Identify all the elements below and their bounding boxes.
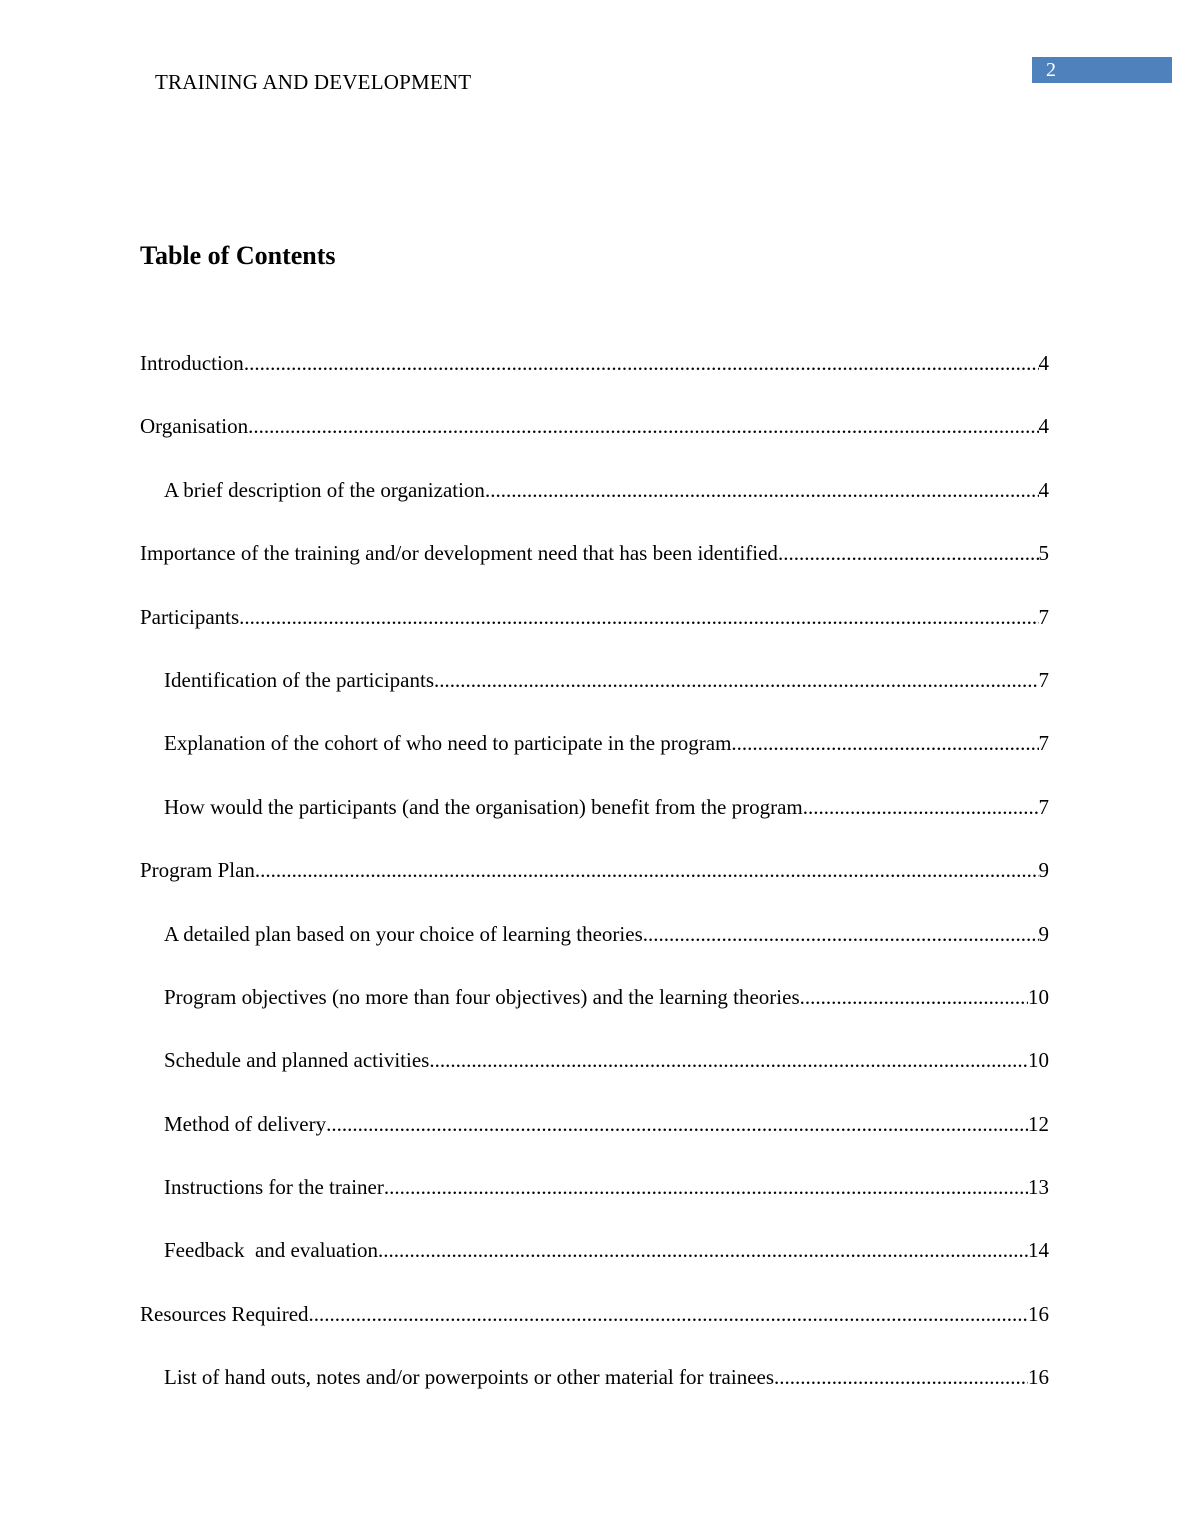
toc-dot-leader — [803, 791, 1039, 823]
toc-entry-text: Feedback and evaluation — [164, 1238, 378, 1263]
running-head: TRAINING AND DEVELOPMENT — [155, 70, 472, 94]
toc-entry-page: 14 — [1028, 1238, 1049, 1263]
toc-dot-leader — [309, 1298, 1028, 1330]
toc-entry-page: 5 — [1038, 541, 1049, 566]
toc-entry[interactable] — [140, 664, 1049, 727]
toc-dot-leader — [378, 1234, 1028, 1266]
toc-entry-page: 4 — [1038, 414, 1049, 439]
toc-entry[interactable] — [140, 1298, 1049, 1361]
toc-dot-leader — [326, 1108, 1028, 1140]
toc-entry-page: 16 — [1028, 1301, 1049, 1326]
toc-entry[interactable] — [140, 1171, 1049, 1234]
toc-entry[interactable] — [140, 981, 1049, 1044]
toc-entry[interactable] — [140, 1108, 1049, 1171]
page-number-badge — [1032, 57, 1172, 83]
toc-entry-text: Identification of the participants — [164, 667, 434, 692]
toc-dot-leader — [485, 474, 1039, 506]
toc-dot-leader — [643, 918, 1039, 950]
toc-entry[interactable] — [140, 410, 1049, 473]
toc-dot-leader — [778, 537, 1039, 569]
toc-entry-page: 16 — [1028, 1365, 1049, 1390]
toc-dot-leader — [731, 727, 1038, 759]
toc-entry-page: 7 — [1038, 794, 1049, 819]
toc-entry-text: A brief description of the organization — [164, 477, 485, 502]
toc-entry-page: 10 — [1028, 1048, 1049, 1073]
toc-entry[interactable] — [140, 854, 1049, 917]
toc-entry-page: 9 — [1038, 858, 1049, 883]
toc-entry-text: Resources Required — [140, 1301, 309, 1326]
toc-entry-page: 9 — [1038, 921, 1049, 946]
toc-entry-text: Program objectives (no more than four objectives) and the learning theories — [164, 984, 800, 1009]
toc-entry-page: 4 — [1038, 351, 1049, 375]
toc-entry-text: Instructions for the trainer — [164, 1175, 384, 1200]
toc-dot-leader — [248, 410, 1038, 442]
toc-title: Table of Contents — [140, 241, 336, 270]
toc-entry[interactable] — [140, 727, 1049, 790]
toc-entry-text: Importance of the training and/or development need that has been identified — [140, 541, 778, 566]
toc-dot-leader — [244, 347, 1039, 379]
toc-entry-page: 7 — [1038, 731, 1049, 756]
toc-dot-leader — [800, 981, 1028, 1013]
page-number: 2 — [1046, 59, 1056, 81]
toc-entry-page: 7 — [1038, 604, 1049, 629]
toc-entry[interactable] — [140, 537, 1049, 600]
toc-dot-leader — [434, 664, 1039, 696]
toc-list — [140, 347, 1049, 1425]
toc-entry[interactable] — [140, 601, 1049, 664]
toc-dot-leader — [774, 1361, 1028, 1393]
toc-entry-page: 7 — [1038, 667, 1049, 692]
toc-entry-page: 13 — [1028, 1175, 1049, 1200]
toc-entry-page: 10 — [1028, 984, 1049, 1009]
toc-entry-text: Participants — [140, 604, 240, 629]
toc-entry-page: 4 — [1038, 477, 1049, 502]
toc-dot-leader — [384, 1171, 1028, 1203]
toc-entry[interactable] — [140, 347, 1049, 410]
toc-entry[interactable] — [140, 791, 1049, 854]
toc-entry[interactable] — [140, 474, 1049, 537]
toc-entry[interactable] — [140, 1361, 1049, 1424]
toc-entry-text: Introduction — [140, 351, 244, 375]
toc-entry-text: A detailed plan based on your choice of learning theories — [164, 921, 643, 946]
toc-entry[interactable] — [140, 1044, 1049, 1107]
toc-entry-text: List of hand outs, notes and/or powerpoints or other material for trainees — [164, 1365, 775, 1390]
toc-dot-leader — [239, 601, 1038, 633]
toc-entry[interactable] — [140, 1234, 1049, 1297]
toc-entry-text: Schedule and planned activities — [164, 1048, 430, 1073]
toc-entry-text: Explanation of the cohort of who need to participate in the program — [164, 731, 732, 756]
toc-entry-text: Organisation — [140, 414, 249, 439]
toc-entry-text: Program Plan — [140, 858, 255, 883]
toc-entry-text: Method of delivery — [164, 1111, 327, 1136]
toc-dot-leader — [255, 854, 1039, 886]
toc-entry[interactable] — [140, 918, 1049, 981]
toc-entry-page: 12 — [1028, 1111, 1049, 1136]
toc-entry-text: How would the participants (and the organisation) benefit from the program — [164, 794, 803, 819]
toc-dot-leader — [429, 1044, 1028, 1076]
